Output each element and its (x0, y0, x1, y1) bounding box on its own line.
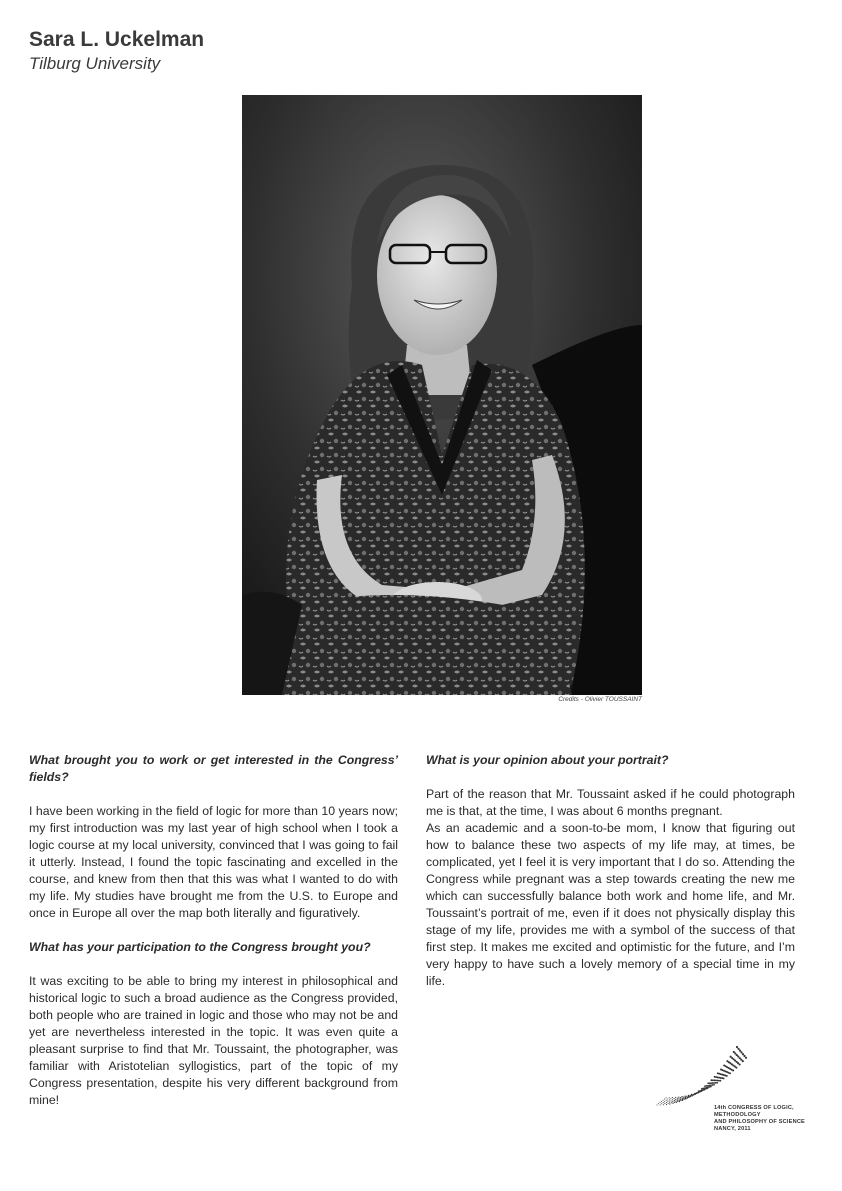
person-name: Sara L. Uckelman (29, 28, 205, 51)
photo-credit: Credits - Olivier TOUSSAINT (558, 696, 642, 703)
logo-line-1: 14th CONGRESS OF LOGIC, (714, 1105, 794, 1111)
answer-2: It was exciting to be able to bring my interest in philosophical and historical logic to such a broad audience as the Congress provided, both people who are trained in logic and those who may not be and yet are nevertheless interested in the topic. It was even quite a pleasant surprise to find that Mr. Toussaint, the photographer, was familiar with Aristotelian syllogistics, part of the topic of my Congress presentation, despite his very different background from mine! (29, 974, 398, 1107)
question-2: What has your participation to the Congress brought you? (29, 940, 371, 954)
answer-3-paragraph-2: As an academic and a soon-to-be mom, I know that figuring out how to balance these two aspects of my life may, at times, be complicated, yet I feel it is very important that I do so. Attending the Congress while pregnant was a step towards creating the new me which can successfully balance both work and home life, and Mr. Toussaint’s portrait of me, even if it does not physically display this stage of my life, provides me with a symbol of the success of that first step. It makes me excited and optimistic for the future, and I’m very happy to have such a lovely memory of a special time in my life. (426, 821, 795, 988)
answer-3-paragraph-1: Part of the reason that Mr. Toussaint asked if he could photograph me is that, at the time, I was about 6 months pregnant. (426, 787, 795, 818)
logo-line-4: NANCY, 2011 (714, 1126, 751, 1132)
left-column (29, 752, 398, 1126)
answer-1: I have been working in the field of logic for more than 10 years now; my first introduction was my last year of high school when I took a logic course at my local university, convinced that I was going to fail it utterly. Instead, I found the topic fascinating and excelled in the course, and knew from then that this was what I wanted to do with my life. My studies have brought me from the U.S. to Europe and once in Europe all over the map both literally and figuratively. (29, 804, 398, 920)
affiliation: Tilburg University (29, 54, 161, 73)
logo-line-2: METHODOLOGY (714, 1112, 761, 1118)
right-column (426, 752, 795, 990)
portrait-photo (242, 95, 642, 695)
logo-line-3: AND PHILOSOPHY OF SCIENCE (714, 1119, 805, 1125)
question-1: What brought you to work or get interested in the Congress’ fields? (29, 753, 398, 784)
question-3: What is your opinion about your portrait? (426, 753, 669, 767)
congress-logo-text (714, 1105, 805, 1133)
